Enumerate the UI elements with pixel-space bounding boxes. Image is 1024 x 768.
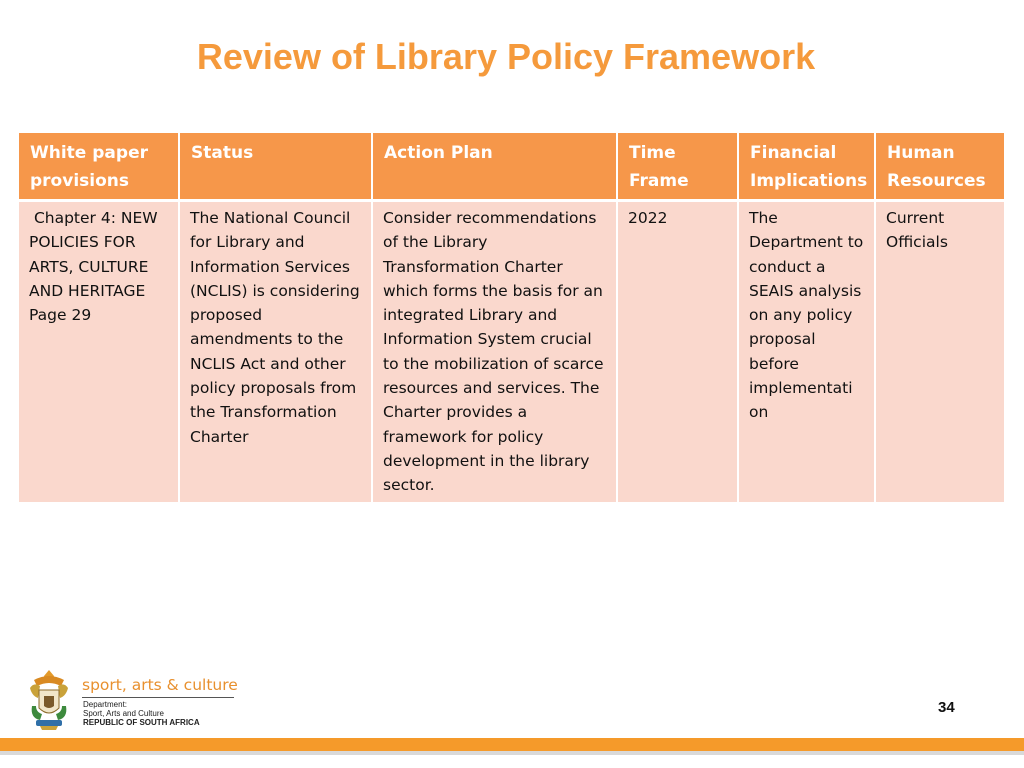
cell-white-paper-provisions: Chapter 4: NEW POLICIES FOR ARTS, CULTURE AND HERITAGE Page 29	[19, 201, 179, 502]
brand-divider	[82, 697, 234, 698]
header-time-frame: Time Frame	[617, 133, 738, 201]
header-action-plan: Action Plan	[372, 133, 617, 201]
footer-accent-shadow	[0, 751, 1024, 755]
cell-human-resources: Current Officials	[875, 201, 1004, 502]
page-number: 34	[938, 699, 955, 716]
table-row	[19, 201, 1004, 502]
dept-label: Department:	[83, 700, 128, 709]
cell-action-plan: Consider recommendations of the Library Transformation Charter which forms the basis for an integrated Library and Information System crucial to the mobilization of scarce resources and services. The Charter provides a framework for policy development in the library sector.	[372, 201, 617, 502]
cell-status: The National Council for Library and Information Services (NCLIS) is considering proposed amendments to the NCLIS Act and other policy proposals from the Transformation Charter	[179, 201, 372, 502]
table-header-row	[19, 133, 1004, 201]
slide-title: Review of Library Policy Framework	[196, 36, 816, 77]
cell-time-frame: 2022	[617, 201, 738, 502]
dept-name: Sport, Arts and Culture	[83, 709, 164, 718]
header-financial-implications: Financial Implications	[738, 133, 875, 201]
coat-of-arms-icon	[26, 668, 72, 732]
header-white-paper-provisions: White paper provisions	[19, 133, 179, 201]
header-status: Status	[179, 133, 372, 201]
policy-table	[19, 133, 1004, 502]
country-name: REPUBLIC OF SOUTH AFRICA	[83, 718, 200, 727]
cell-financial-implications: The Department to conduct a SEAIS analysis on any policy proposal before implementati on	[738, 201, 875, 502]
brand-name: sport, arts & culture	[82, 676, 238, 694]
header-human-resources: Human Resources	[875, 133, 1004, 201]
department-logo	[22, 668, 262, 732]
footer-accent-bar	[0, 738, 1024, 751]
